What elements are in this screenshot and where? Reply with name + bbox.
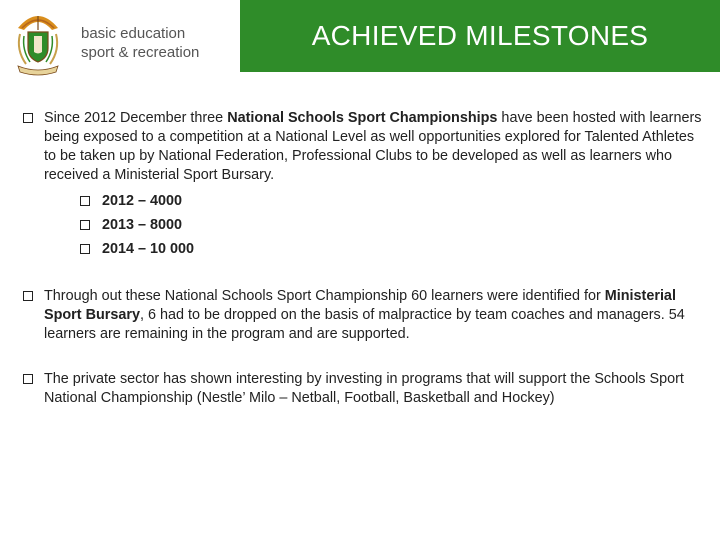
department-brand: [81, 24, 199, 62]
participation-list: [44, 189, 702, 261]
bullet-private-sector: [22, 370, 702, 408]
coat-of-arms-icon: [8, 6, 68, 78]
list-item: 2013 – 8000: [44, 213, 702, 237]
page-title: ACHIEVED MILESTONES: [311, 20, 649, 51]
bullet-text: Since 2012 December three National Schools Sport Championships have been hosted with learners being exposed to a competition at a National Level as well opportunities explored for Talented Athletes to be taken up by National Federation, Professional Clubs to be developed as well as learners who received a Ministerial Sport Bursary.: [44, 110, 702, 183]
list-item: 2014 – 10 000: [44, 237, 702, 261]
bullet-bursary: [22, 287, 702, 344]
hollow-square-bullet-icon: [80, 244, 90, 254]
slide-header: [0, 0, 720, 72]
brand-line-2: sport & recreation: [81, 44, 200, 61]
hollow-square-bullet-icon: [23, 291, 33, 301]
list-item: 2012 – 4000: [44, 189, 702, 213]
bullet-championships: [22, 109, 702, 261]
hollow-square-bullet-icon: [80, 220, 90, 230]
title-banner: [240, 0, 720, 72]
slide-content: [22, 109, 702, 408]
bullet-text: The private sector has shown interesting by investing in programs that will support the Schools Sport National Championship (Nestle’ Milo – Netball, Football, Basketball and Hockey): [44, 371, 684, 406]
brand-line-1: basic education: [81, 25, 186, 42]
hollow-square-bullet-icon: [23, 113, 33, 123]
bullet-text: Through out these National Schools Sport Championship 60 learners were identified for Ministerial Sport Bursary, 6 had to be dropped on the basis of malpractice by team coaches and managers. 54 learners are remaining in the program and are supported.: [44, 288, 685, 342]
hollow-square-bullet-icon: [80, 196, 90, 206]
hollow-square-bullet-icon: [23, 374, 33, 384]
